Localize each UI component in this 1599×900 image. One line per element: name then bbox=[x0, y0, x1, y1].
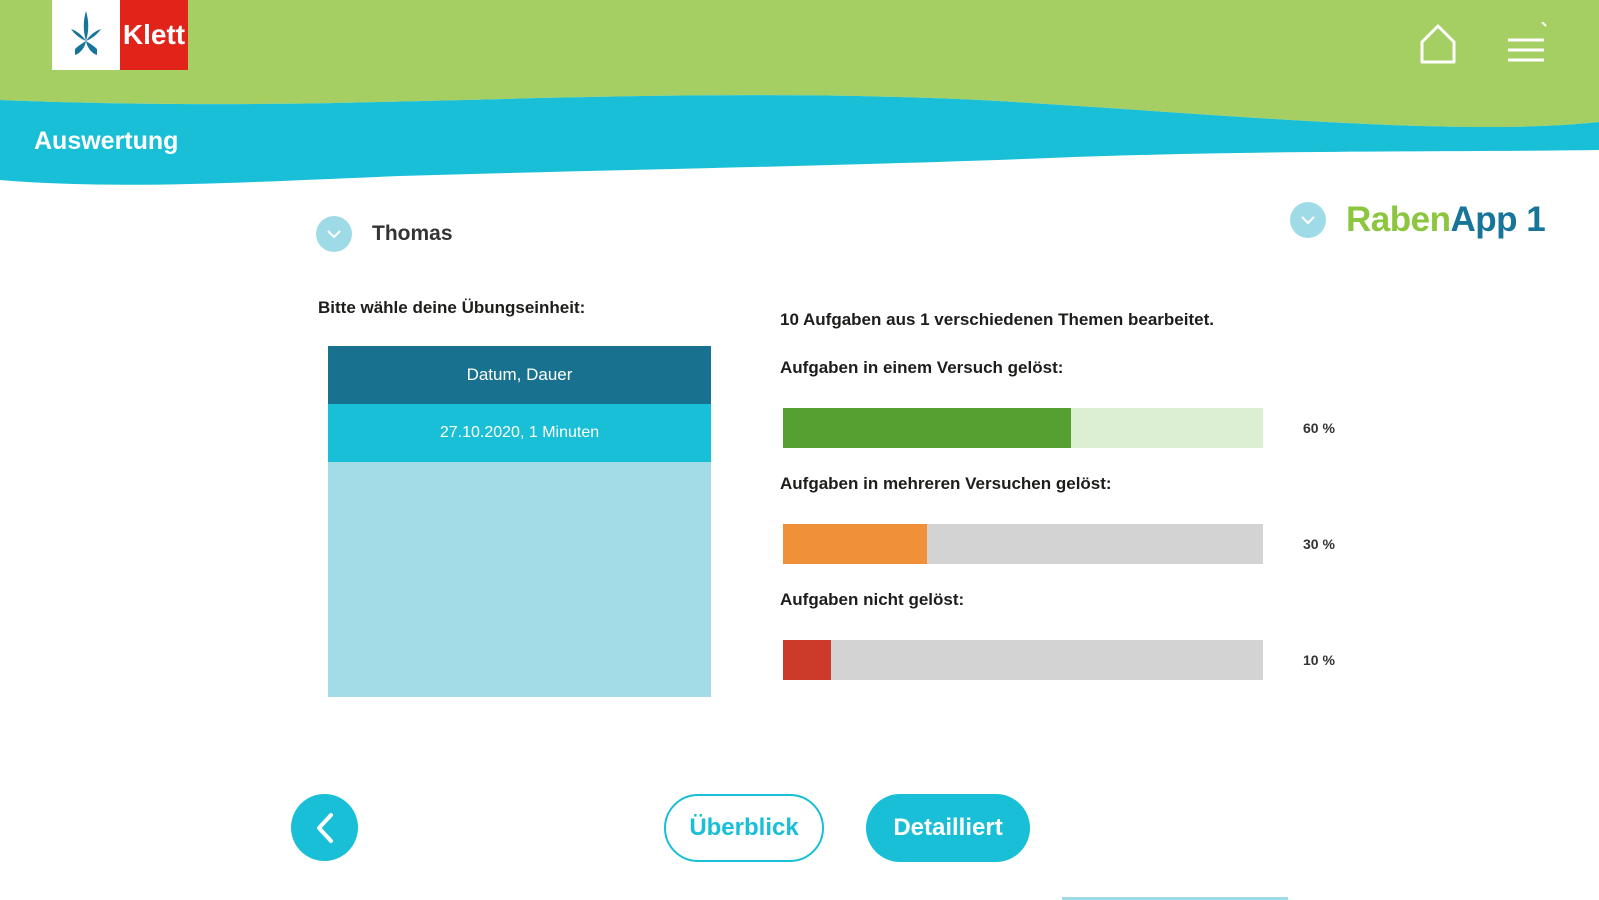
percent-one-try: 60 % bbox=[1303, 420, 1335, 436]
chevron-down-icon[interactable] bbox=[316, 216, 352, 252]
session-list bbox=[328, 346, 711, 697]
app-selector[interactable] bbox=[1290, 200, 1545, 240]
progress-bar-not-solved bbox=[783, 640, 1263, 680]
session-prompt: Bitte wähle deine Übungseinheit: bbox=[318, 298, 586, 317]
hamburger-menu-icon[interactable] bbox=[1504, 22, 1548, 66]
progress-fill-one-try bbox=[783, 408, 1071, 448]
progress-bar-one-try bbox=[783, 408, 1263, 448]
header-background bbox=[0, 0, 1599, 200]
app-title-part2: App 1 bbox=[1450, 200, 1546, 239]
stat-label-not-solved: Aufgaben nicht gelöst: bbox=[780, 590, 965, 609]
user-name: Thomas bbox=[372, 222, 453, 245]
progress-fill-multi-try bbox=[783, 524, 927, 564]
stats-summary: 10 Aufgaben aus 1 verschiedenen Themen bearbeitet. bbox=[780, 310, 1214, 329]
session-row[interactable]: 27.10.2020, 1 Minuten bbox=[328, 404, 711, 462]
home-icon[interactable] bbox=[1418, 22, 1458, 66]
percent-not-solved: 10 % bbox=[1303, 652, 1335, 668]
app-title-part1: Raben bbox=[1346, 200, 1451, 239]
klett-leaf-icon bbox=[52, 0, 120, 70]
chevron-left-icon bbox=[313, 811, 337, 845]
detail-button[interactable]: Detailliert bbox=[866, 794, 1030, 862]
chevron-down-icon[interactable] bbox=[1290, 202, 1326, 238]
progress-fill-not-solved bbox=[783, 640, 831, 680]
page-title: Auswertung bbox=[34, 127, 179, 155]
app-title bbox=[1346, 200, 1545, 240]
klett-logo bbox=[52, 0, 188, 70]
progress-bar-multi-try bbox=[783, 524, 1263, 564]
stat-label-one-try: Aufgaben in einem Versuch gelöst: bbox=[780, 358, 1064, 377]
percent-multi-try: 30 % bbox=[1303, 536, 1335, 552]
overview-button[interactable]: Überblick bbox=[664, 794, 824, 862]
logo-wordmark: Klett bbox=[120, 0, 188, 70]
session-column-header: Datum, Dauer bbox=[328, 346, 711, 404]
user-selector[interactable] bbox=[316, 216, 453, 252]
back-button[interactable] bbox=[291, 794, 358, 861]
stat-label-multi-try: Aufgaben in mehreren Versuchen gelöst: bbox=[780, 474, 1112, 493]
